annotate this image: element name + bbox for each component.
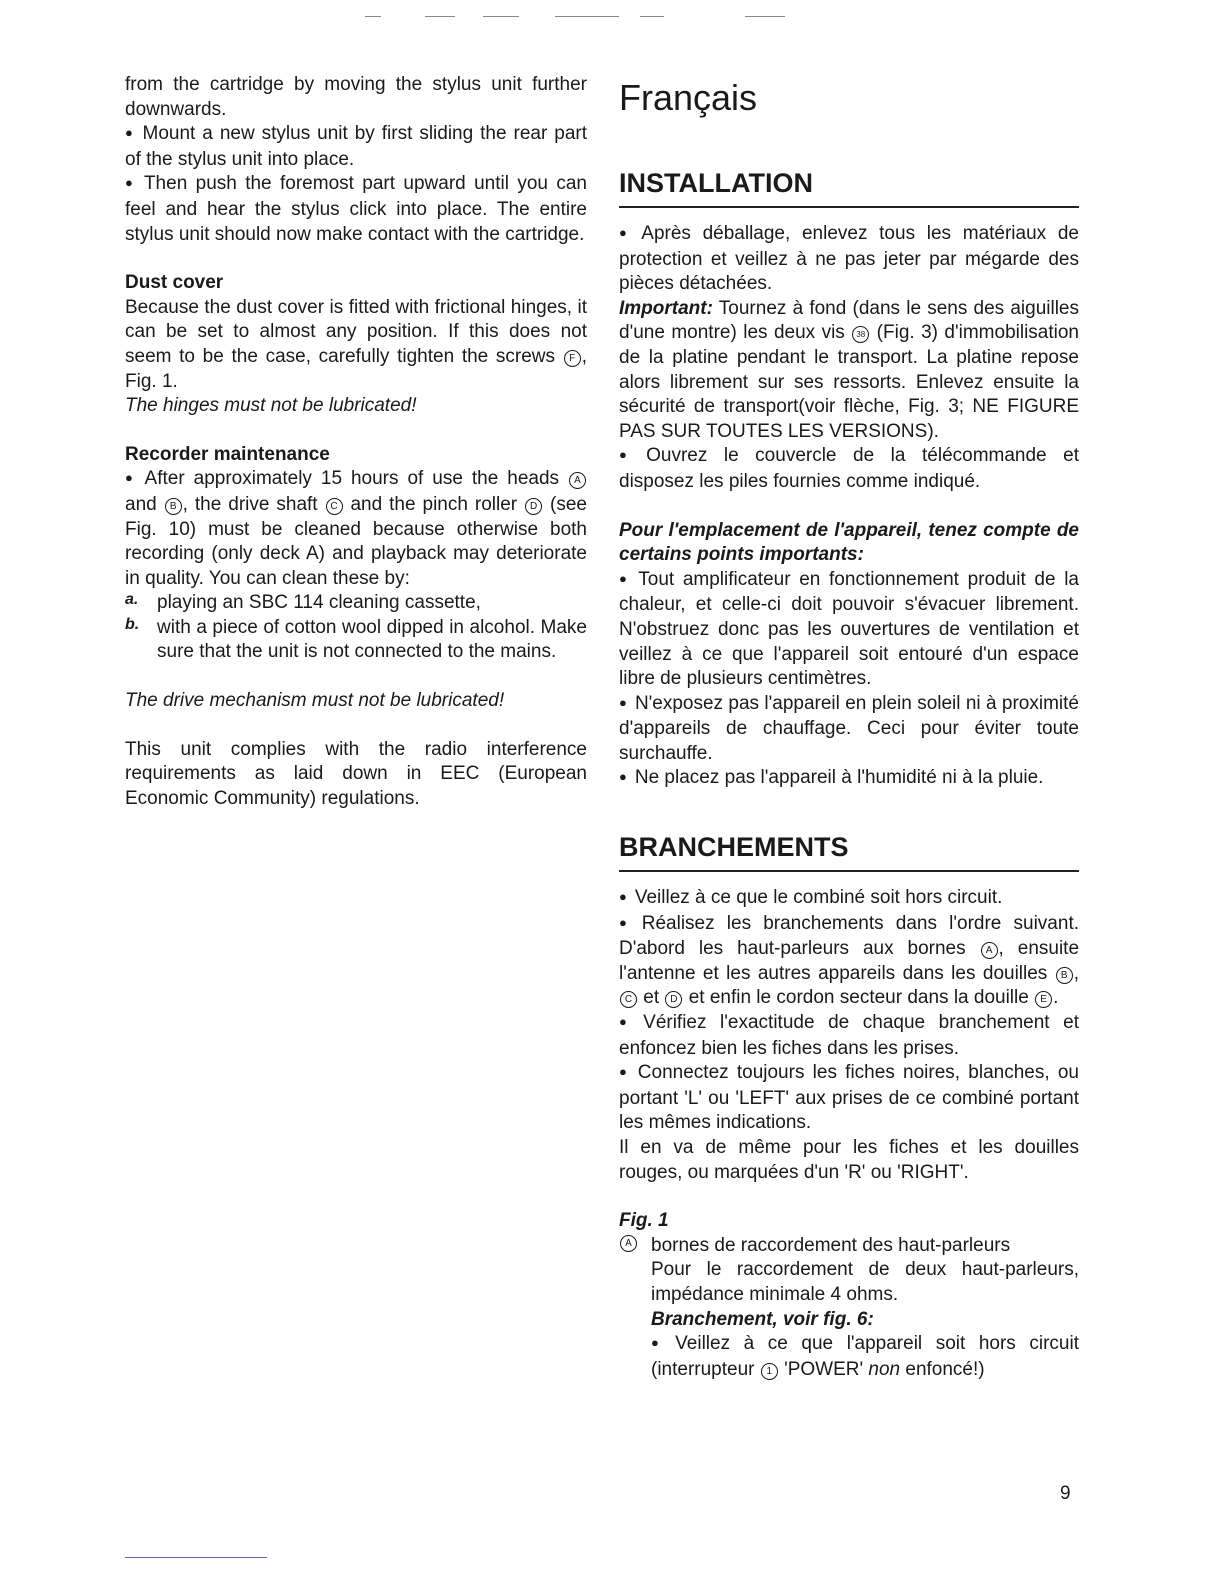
list-label: a. [125, 591, 139, 609]
scan-artifact-line [125, 1557, 267, 1558]
circled-letter-icon: A [620, 1235, 637, 1252]
list-item [125, 591, 587, 616]
circled-number-icon: 1 [761, 1363, 778, 1380]
language-title: Français [619, 77, 758, 118]
bullet-item: ● Then push the foremost part upward until you can feel and hear the stylus click into place. The entire stylus unit should now make contact with the cartridge. [125, 172, 587, 247]
list-text: playing an SBC 114 cleaning cassette, [157, 592, 481, 614]
scan-artifact [425, 16, 455, 17]
heading-rule [619, 870, 1079, 872]
section-heading-recorder-maintenance: Recorder maintenance [125, 443, 330, 465]
bullet-item: ● After approximately 15 hours of use the heads A and B , the drive shaft C and the pinch roller D (see Fig. 10) must be cleaned because otherwise both recording (only deck A) and playback may deteriorate in quality. You can clean these by: [125, 467, 587, 591]
section-heading-installation: INSTALLATION [619, 168, 813, 198]
bullet-item: ● Réalisez les branchements dans l'ordre suivant. D'abord les haut-parleurs aux bornes A , ensuite l'antenne et les autres appareils dans les douilles B ,C et D et enfin le cordon secteur dans la douille E . [619, 912, 1079, 1011]
figure-item-title: bornes de raccordement des haut-parleurs [651, 1234, 1011, 1256]
bullet-item: ● Ouvrez le couvercle de la télécommande et disposez les piles fournies comme indiqué. [619, 444, 1079, 494]
scan-artifact [365, 16, 381, 17]
circled-letter-icon: D [665, 991, 682, 1008]
circled-number-icon: 38 [852, 326, 869, 343]
bullet-item: ● Mount a new stylus unit by first sliding the rear part of the stylus unit into place. [125, 122, 587, 172]
warning-text: The drive mechanism must not be lubricated! [125, 690, 505, 712]
paragraph: from the cartridge by moving the stylus unit further downwards. [125, 74, 587, 120]
bullet-item: ● Tout amplificateur en fonctionnement produit de la chaleur, et celle-ci doit pouvoir s'évacuer librement. N'obstruez donc pas les ouvertures de ventilation et veillez à ce que l'appareil soit entouré d'un espace libre de plusieurs centimètres. [619, 568, 1079, 692]
scan-artifact [483, 16, 519, 17]
section-heading-branchements: BRANCHEMENTS [619, 832, 849, 863]
bullet-item: ● Veillez à ce que le combiné soit hors circuit. [619, 886, 1079, 912]
bullet-item: ● Vérifiez l'exactitude de chaque branchement et enfoncez bien les fiches dans les prises. [619, 1011, 1079, 1061]
list-label: b. [125, 615, 140, 633]
circled-letter-icon: B [165, 498, 182, 515]
circled-letter-icon: B [1056, 967, 1073, 984]
left-column [125, 73, 587, 811]
figure-label: Fig. 1 [619, 1210, 669, 1232]
circled-letter-icon: C [326, 498, 343, 515]
scan-artifact [745, 16, 785, 17]
warning-text: The hinges must not be lubricated! [125, 395, 417, 417]
paragraph: Il en va de même pour les fiches et les douilles rouges, ou marquées d'un 'R' ou 'RIGHT'. [619, 1137, 1079, 1183]
bullet-item: ● Connectez toujours les fiches noires, blanches, ou portant 'L' ou 'LEFT' aux prises de ce combiné portant les mêmes indications. [619, 1061, 1079, 1136]
circled-letter-icon: D [525, 498, 542, 515]
heading-rule [619, 206, 1079, 208]
list-text: with a piece of cotton wool dipped in alcohol. Make sure that the unit is not connected to the mains. [157, 616, 587, 663]
scan-artifact [640, 16, 664, 17]
bullet-item: ● Après déballage, enlevez tous les matériaux de protection et veillez à ne pas jeter par mégarde des pièces détachées. [619, 222, 1079, 297]
circled-letter-icon: C [620, 991, 637, 1008]
circled-letter-icon: F [564, 350, 581, 367]
figure-item-subheading: Branchement, voir fig. 6: [651, 1308, 874, 1330]
bullet-item: ● Veillez à ce que l'appareil soit hors circuit (interrupteur 1 'POWER' non enfoncé!) [651, 1332, 1079, 1382]
circled-letter-icon: A [569, 472, 586, 489]
section-heading-dust-cover: Dust cover [125, 272, 224, 294]
figure-item-text: Pour le raccordement de deux haut-parleurs, impédance minimale 4 ohms. [651, 1259, 1079, 1305]
bullet-item: ● Ne placez pas l'appareil à l'humidité ni à la pluie. [619, 766, 1079, 792]
list-item [125, 616, 587, 665]
paragraph: This unit complies with the radio interference requirements as laid down in EEC (European Economic Community) regulations. [125, 738, 587, 809]
right-column [619, 73, 1079, 1382]
page-number: 9 [1060, 1483, 1071, 1504]
circled-letter-icon: E [1035, 991, 1052, 1008]
figure-item [619, 1234, 1079, 1383]
paragraph: Important: Tournez à fond (dans le sens des aiguilles d'une montre) les deux vis 38 (Fig. 3) d'immobilisation de la platine pendant le transport. La platine repose alors librement sur ses ressorts. Enlevez ensuite la sécurité de transport(voir flèche, Fig. 3; NE FIGURE PAS SUR TOUTES LES VERSIONS). [619, 297, 1079, 442]
paragraph: Because the dust cover is fitted with frictional hinges, it can be set to almost any position. If this does not seem to be the case, carefully tighten the screws F , Fig. 1. [125, 296, 587, 392]
circled-letter-icon: A [981, 942, 998, 959]
placement-heading: Pour l'emplacement de l'appareil, tenez compte de certains points importants: [619, 519, 1079, 566]
scan-artifact [555, 16, 619, 17]
bullet-item: ● N'exposez pas l'appareil en plein soleil ni à proximité d'appareils de chauffage. Ceci pour éviter toute surchauffe. [619, 692, 1079, 767]
